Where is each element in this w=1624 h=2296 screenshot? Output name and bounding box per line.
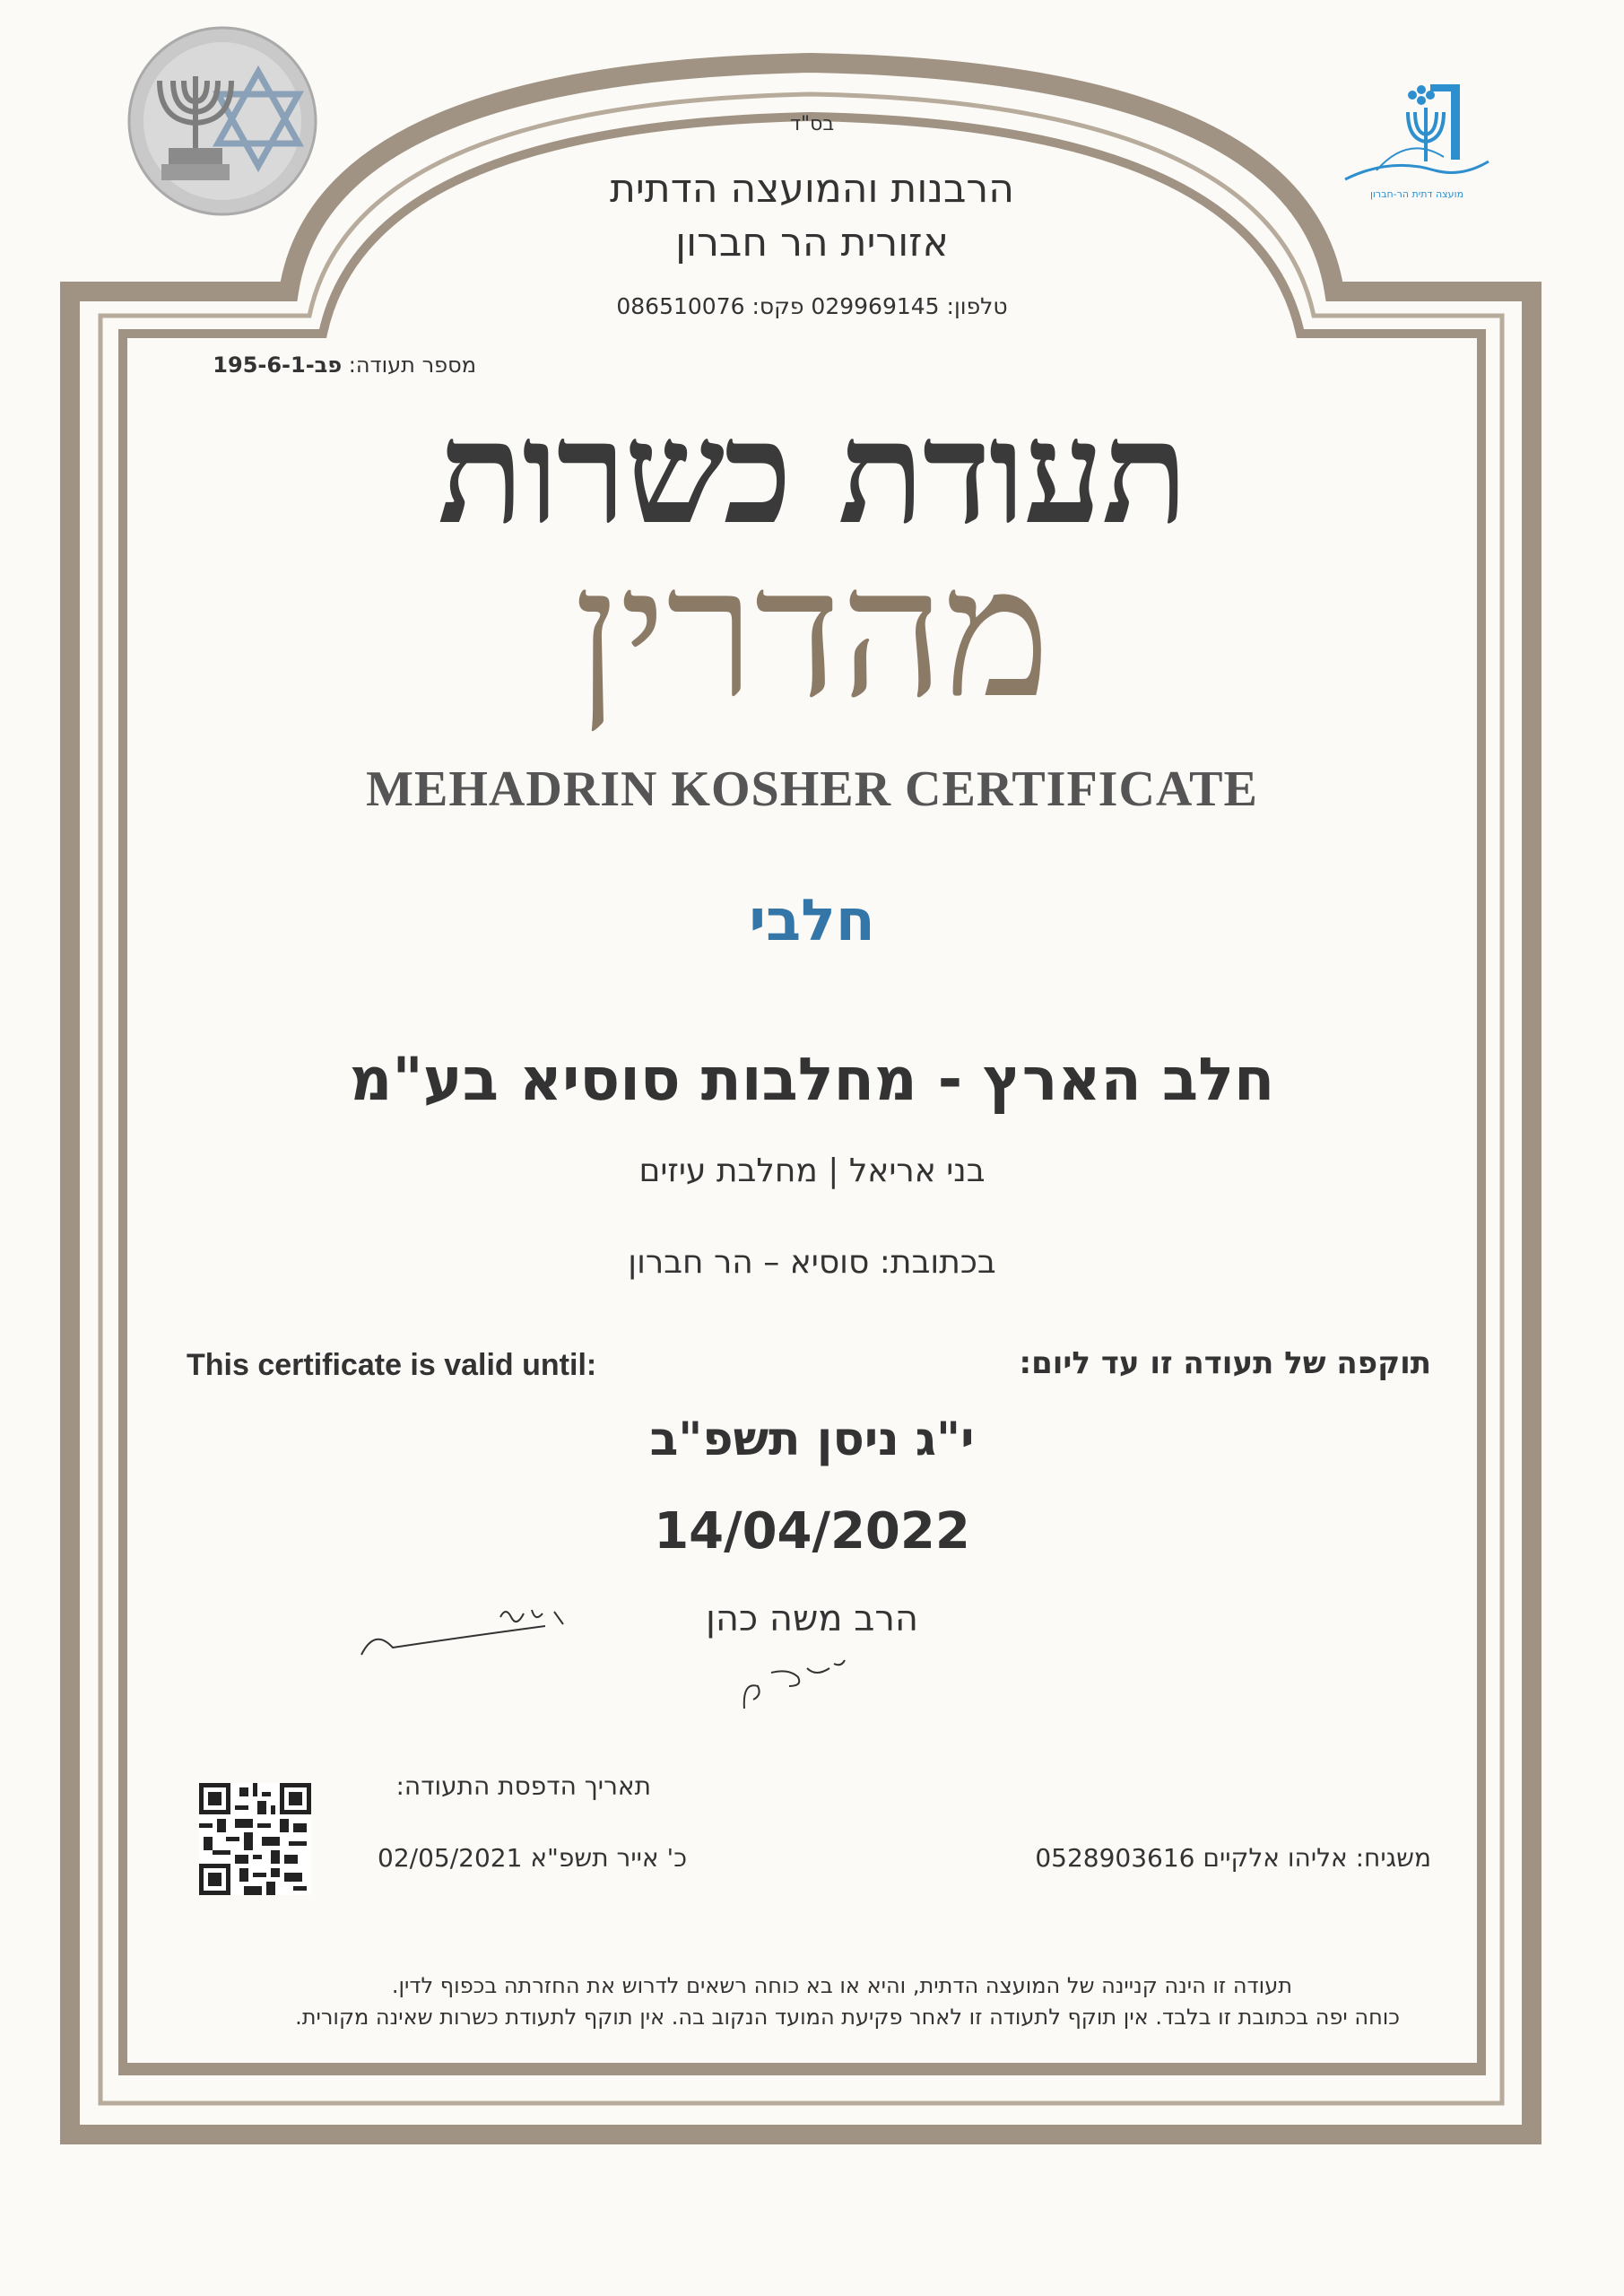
footer-line-2: כוחה יפה בכתובת זו בלבד. אין תוקף לתעודה זו לאחר פקיעת המועד הנקוב בה. אין תוקף לתעודת כשרות שאינה מקורית.	[295, 2005, 1400, 2030]
footer-line-1: תעודה זו הינה קניינה של המועצה הדתית, והיא או בא כוחה רשאים לדרוש את החזרתה בכפוף לדין.	[391, 1973, 1292, 1998]
validity-label-hebrew: תוקפה של תעודה זו עד ליום:	[1019, 1345, 1431, 1381]
english-title: MEHADRIN KOSHER CERTIFICATE	[366, 761, 1258, 817]
basd-header: בס"ד	[789, 113, 835, 135]
council-phones: טלפון: 029969145 פקס: 086510076	[616, 293, 1008, 319]
validity-date: 14/04/2022	[654, 1502, 970, 1561]
print-date-label: תאריך הדפסת התעודה:	[395, 1771, 651, 1801]
qr-code-icon	[199, 1783, 311, 1895]
certificate-number	[213, 352, 476, 378]
mehadrin-title: מהדרין	[573, 529, 1051, 738]
signature-rabbi	[735, 1646, 870, 1718]
logo-text: מועצה דתית הר-חברון	[1369, 188, 1464, 200]
council-name-line1: הרבנות והמועצה הדתית	[610, 166, 1014, 212]
certificate-title: תעודת כשרות	[437, 390, 1187, 556]
council-name-line2: אזורית הר חברון	[675, 220, 949, 265]
certificate-number-value: פב-195-6-1	[213, 352, 343, 378]
supervisor-info: משגיח: אליהו אלקיים 0528903616	[1035, 1843, 1431, 1873]
business-name: חלב הארץ - מחלבות סוסיא בע"מ	[349, 1045, 1275, 1114]
certificate-number-label: מספר תעודה:	[348, 352, 476, 378]
rabbi-name: הרב משה כהן	[705, 1598, 919, 1639]
signature-left	[357, 1592, 581, 1664]
print-date: כ' אייר תשפ"א 02/05/2021	[378, 1843, 687, 1873]
kashrut-type: חלבי	[749, 888, 875, 954]
validity-label-english: This certificate is valid until:	[187, 1348, 597, 1382]
business-subtitle: בני אריאל | מחלבת עיזים	[638, 1152, 986, 1189]
business-address: בכתובת: סוסיא – הר חברון	[628, 1244, 996, 1281]
validity-hebrew-date: י"ג ניסן תשפ"ב	[649, 1413, 975, 1466]
